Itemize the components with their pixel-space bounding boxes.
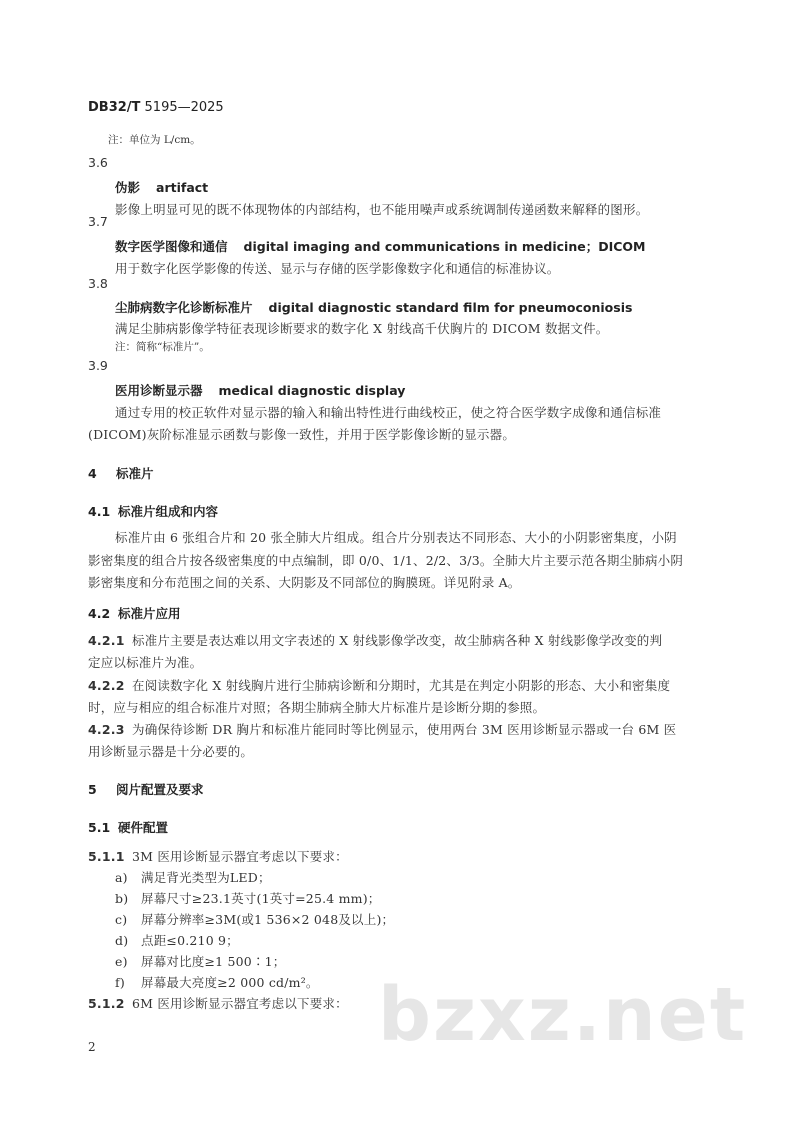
section-5-heading: 5 阅片配置及要求 [88, 782, 204, 797]
section-4-heading: 4 标准片 [88, 466, 154, 481]
term-number-3-7: 3.7 [88, 214, 108, 229]
list-item-c: c) 屏幕分辨率≥3M(或1 536×2 048及以上)； [115, 912, 395, 927]
term-number-3-6: 3.6 [88, 155, 108, 170]
section-4-2-heading: 4.2 标准片应用 [88, 606, 181, 621]
term-number-3-8: 3.8 [88, 276, 108, 291]
term-3-6: 伪影 artifact [115, 180, 209, 195]
term-3-7: 数字医学图像和通信 digital imaging and communications in medicine；DICOM [115, 239, 646, 254]
note-3-8: 注：简称“标准片”。 [115, 341, 210, 353]
definition-3-9-line1: 通过专用的校正软件对显示器的输入和输出特性进行曲线校正，使之符合医学数字成像和通信标准 [115, 405, 662, 420]
clause-5-1-1: 5.1.1 3M 医用诊断显示器宜考虑以下要求： [88, 849, 348, 864]
clause-4-2-1-line2: 定应以标准片为准。 [88, 655, 203, 670]
definition-3-9-line2: (DICOM)灰阶标准显示函数与影像一致性，并用于医学影像诊断的显示器。 [88, 427, 516, 442]
definition-3-7: 用于数字化医学影像的传送、显示与存储的医学影像数字化和通信的标准协议。 [115, 261, 560, 276]
clause-4-2-2-line2: 时，应与相应的组合标准片对照；各期尘肺病全肺大片标准片是诊断分期的参照。 [88, 700, 546, 715]
section-5-1-heading: 5.1 硬件配置 [88, 820, 169, 835]
section-4-1-para-line3: 影密集度和分布范围之间的关系、大阴影及不同部位的胸膜斑。详见附录 A。 [88, 575, 521, 590]
section-4-1-para-line2: 影密集度的组合片按各级密集度的中点编制，即 0/0、1/1、2/2、3/3。全肺大片主要示范各期尘肺病小阴 [88, 553, 684, 568]
term-3-8: 尘肺病数字化诊断标准片 digital diagnostic standard film for pneumoconiosis [115, 300, 633, 315]
definition-3-6: 影像上明显可见的既不体现物体的内部结构，也不能用噪声或系统调制传递函数来解释的图形。 [115, 202, 649, 217]
list-item-a: a) 满足背光类型为LED； [115, 870, 271, 885]
clause-4-2-3-line2: 用诊断显示器是十分必要的。 [88, 744, 254, 759]
list-item-f: f) 屏幕最大亮度≥2 000 cd/m²。 [115, 975, 319, 990]
clause-4-2-1-line1: 4.2.1 标准片主要是表达难以用文字表述的 X 射线影像学改变，故尘肺病各种 X 射线影像学改变的判 [88, 633, 663, 648]
list-item-d: d) 点距≤0.210 9； [115, 933, 239, 948]
section-4-1-para-line1: 标准片由 6 张组合片和 20 张全肺大片组成。组合片分别表达不同形态、大小的小阴影密集度，小阴 [115, 530, 677, 545]
clause-5-1-2: 5.1.2 6M 医用诊断显示器宜考虑以下要求： [88, 996, 348, 1011]
list-item-e: e) 屏幕对比度≥1 500∶1； [115, 954, 286, 969]
document-code: DB32/T 5195—2025 [88, 100, 224, 115]
note-unit: 注：单位为 L/cm。 [108, 134, 201, 146]
section-4-1-heading: 4.1 标准片组成和内容 [88, 504, 219, 519]
watermark: bzxz.net [378, 972, 748, 1058]
page-number: 2 [88, 1040, 96, 1054]
definition-3-8: 满足尘肺病影像学特征表现诊断要求的数字化 X 射线高千伏胸片的 DICOM 数据文件。 [115, 321, 609, 336]
term-number-3-9: 3.9 [88, 358, 108, 373]
clause-4-2-3-line1: 4.2.3 为确保待诊断 DR 胸片和标准片能同时等比例显示，使用两台 3M 医用诊断显示器或一台 6M 医 [88, 722, 677, 737]
clause-4-2-2-line1: 4.2.2 在阅读数字化 X 射线胸片进行尘肺病诊断和分期时，尤其是在判定小阴影的形态、大小和密集度 [88, 678, 671, 693]
list-item-b: b) 屏幕尺寸≥23.1英寸(1英寸=25.4 mm)； [115, 891, 381, 906]
term-3-9: 医用诊断显示器 medical diagnostic display [115, 383, 406, 398]
